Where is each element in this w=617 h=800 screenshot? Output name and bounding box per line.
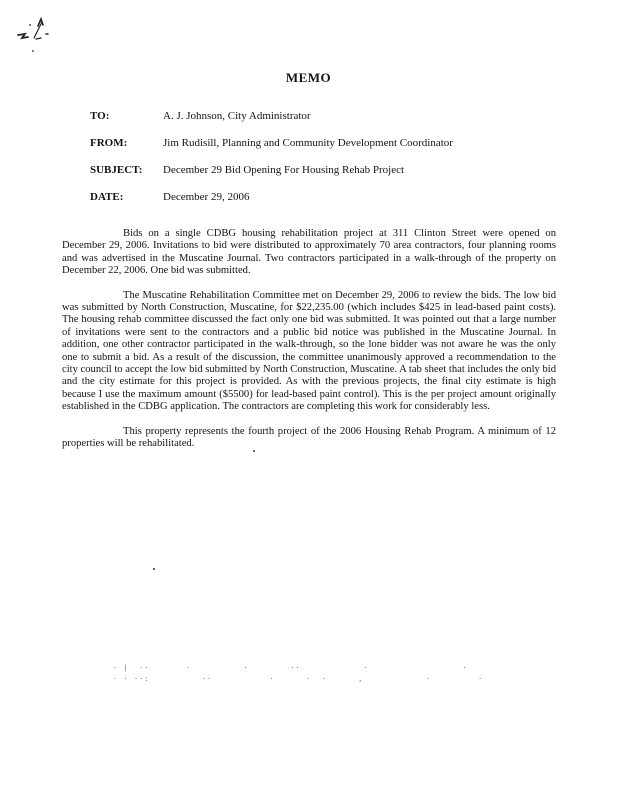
paragraph-bid-opening: Bids on a single CDBG housing rehabilitation project at 311 Clinton Street were opened on December 29, 2006. Invitations to bid were distributed to approximately 70 area contractors, four planning rooms and was advertised in the Muscatine Journal. Two contractors participated in a walk-through of the property on December 22, 2006. One bid was submitted. bbox=[62, 228, 556, 277]
field-row-subject bbox=[90, 164, 560, 191]
from-label: FROM: bbox=[90, 137, 128, 149]
scan-dot-artifact bbox=[253, 450, 255, 452]
field-row-from bbox=[90, 137, 560, 164]
from-value: Jim Rudisill, Planning and Community Development Coordinator bbox=[163, 137, 453, 149]
scan-noise-line: · · ··: ·· · · · , · · bbox=[113, 675, 484, 683]
memo-body bbox=[62, 228, 556, 463]
to-label: TO: bbox=[90, 110, 110, 122]
date-value: December 29, 2006 bbox=[163, 191, 250, 203]
paragraph-committee-review: The Muscatine Rehabilitation Committee met on December 29, 2006 to review the bids. The low bid was submitted by North Construction, Muscatine, for $22,235.00 (which includes $425 in lead-based paint costs). The housing rehab committee discussed the fact only one bid was submitted. It was pointed out that a large number of invitations were sent to the contractors and a public bid notice was published in the Muscatine Journal. In addition, one other contractor participated in the walk-through, so the lone bidder was not aware he was the only one to submit a bid. As a result of the discussion, the committee unanimously approved a recommendation to the city council to accept the low bid submitted by North Construction, Muscatine. A tab sheet that includes the only bid and the city estimate for this project is provided. As with the previous projects, the final city estimate is high because I use the maximum amount ($5500) for lead-based paint control). This is the per project amount originally established in the CDBG application. The contractors are completing this work for considerably less. bbox=[62, 289, 556, 413]
paragraph-program-status: This property represents the fourth project of the 2006 Housing Rehab Program. A minimum of 12 properties will be rehabilitated. bbox=[62, 425, 556, 450]
scan-dot-artifact bbox=[153, 568, 155, 570]
subject-value: December 29 Bid Opening For Housing Rehab Project bbox=[163, 164, 405, 176]
subject-label: SUBJECT: bbox=[90, 164, 143, 176]
memo-header-fields bbox=[90, 110, 560, 218]
field-row-date bbox=[90, 191, 560, 218]
to-value: A. J. Johnson, City Administrator bbox=[163, 110, 311, 122]
memo-title: MEMO bbox=[285, 70, 332, 85]
handwritten-ink-mark bbox=[8, 12, 68, 62]
date-label: DATE: bbox=[90, 191, 124, 203]
scan-noise-line: · | ·· · · ·· · · bbox=[113, 664, 468, 672]
field-row-to bbox=[90, 110, 560, 137]
